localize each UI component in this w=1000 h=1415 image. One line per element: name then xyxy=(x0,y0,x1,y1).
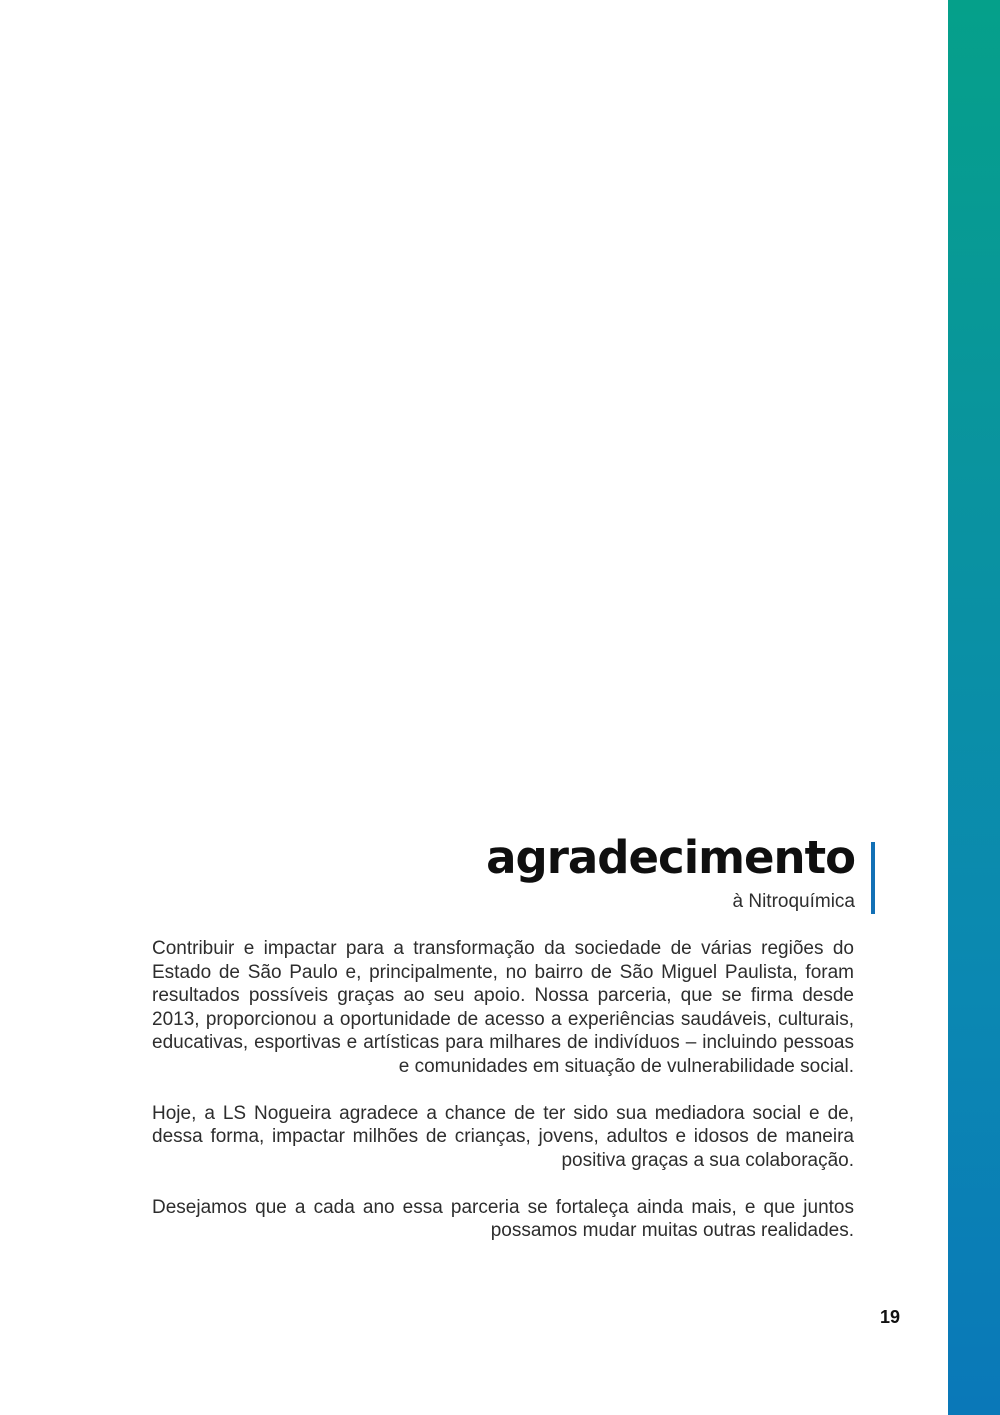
side-gradient-band xyxy=(948,0,1000,1415)
paragraph: Desejamos que a cada ano essa parceria se fortaleça ainda mais, e que juntos possamos mudar muitas outras realidades. xyxy=(152,1196,854,1241)
body-text xyxy=(152,937,854,1266)
page-title: agradecimento xyxy=(486,831,855,884)
heading-block xyxy=(400,830,855,916)
paragraph: Contribuir e impactar para a transformação da sociedade de várias regiões do Estado de São Paulo e, principalmente, no bairro de São Miguel Paulista, foram resultados possíveis graças ao seu apoio. Nossa parceria, que se firma desde 2013, proporcionou a oportunidade de acesso a experiências saudáveis, culturais, educativas, esportivas e artísticas para milhares de indivíduos – incluindo pessoas e comunidades em situação de vulnerabilidade social. xyxy=(152,938,854,1077)
page-number: 19 xyxy=(879,1307,900,1327)
paragraph: Hoje, a LS Nogueira agradece a chance de ter sido sua mediadora social e de, dessa forma, impactar milhões de crianças, jovens, adultos e idosos de maneira positiva graças a sua colaboração. xyxy=(152,1102,854,1171)
page-subtitle: à Nitroquímica xyxy=(732,891,855,912)
heading-accent-bar xyxy=(871,842,875,914)
